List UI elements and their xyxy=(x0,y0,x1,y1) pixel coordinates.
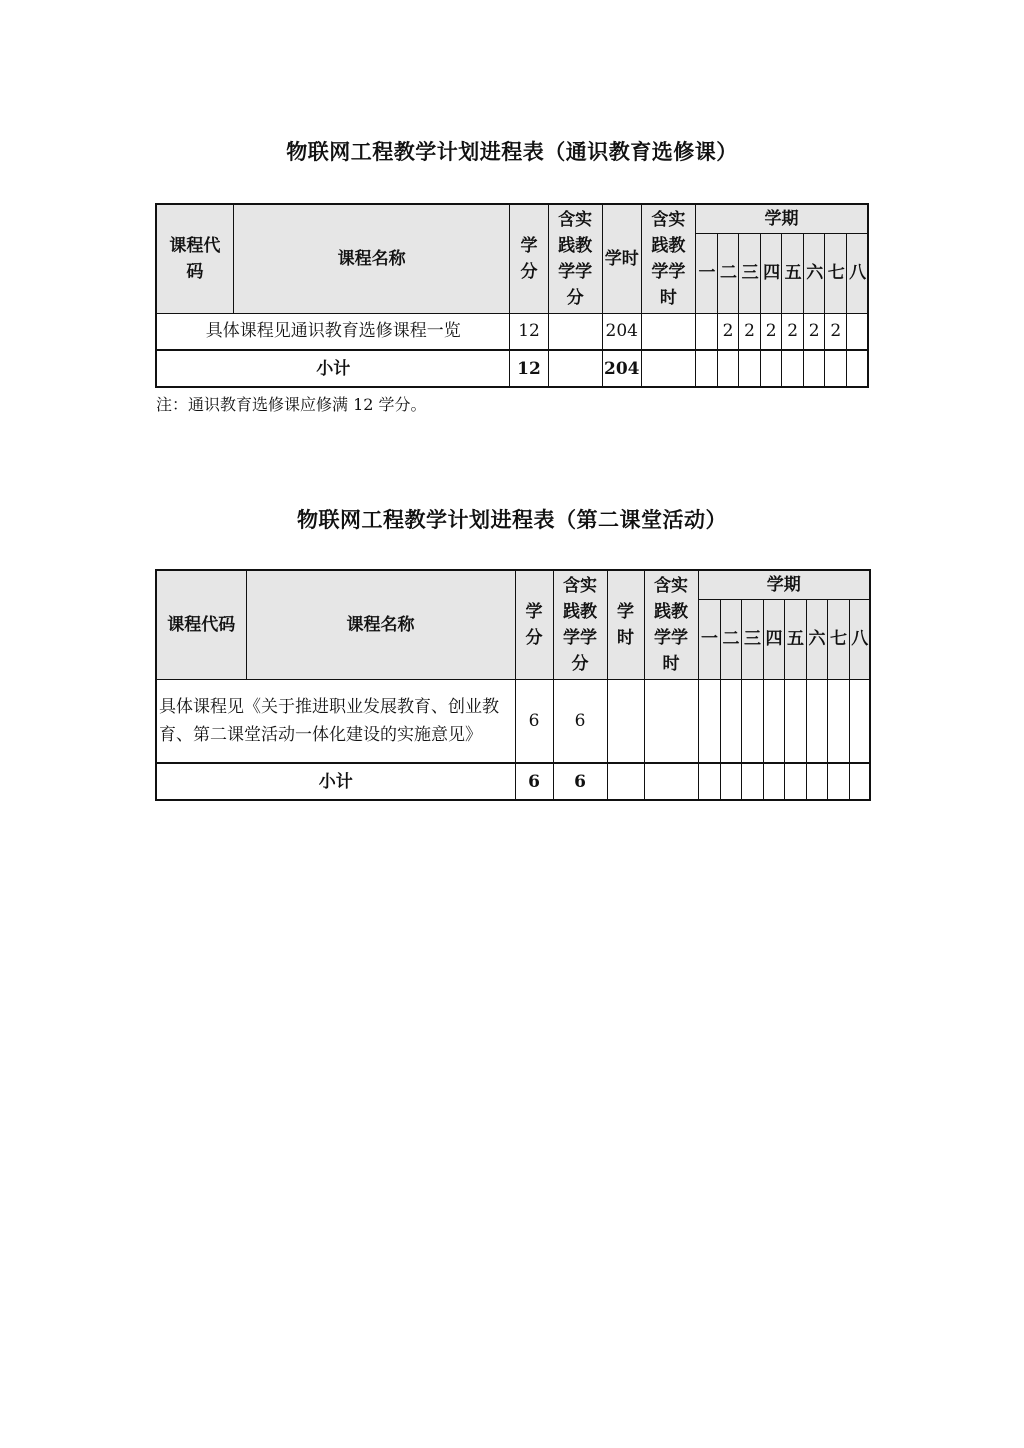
practice-hours-cell xyxy=(641,313,695,350)
sem-cell-8 xyxy=(849,679,870,763)
total-practice-hours xyxy=(644,763,698,800)
sem-cell-7 xyxy=(827,679,849,763)
sem-cell-5: 2 xyxy=(782,313,804,350)
header-sem-7: 七 xyxy=(827,599,849,679)
sem-cell-6: 2 xyxy=(804,313,825,350)
total-sem-cell xyxy=(698,763,720,800)
total-sem-cell xyxy=(695,350,717,387)
total-sem-cell xyxy=(806,763,827,800)
total-credit: 6 xyxy=(515,763,553,800)
header-sem-6: 六 xyxy=(804,233,825,313)
sem-cell-5 xyxy=(784,679,806,763)
header-sem-5: 五 xyxy=(784,599,806,679)
header-sem-3: 三 xyxy=(741,599,763,679)
total-sem-cell xyxy=(827,763,849,800)
credit-cell: 12 xyxy=(510,313,548,350)
header-sem-4: 四 xyxy=(761,233,782,313)
sem-cell-8 xyxy=(847,313,868,350)
total-sem-cell xyxy=(804,350,825,387)
total-label: 小计 xyxy=(156,763,515,800)
table2-title: 物联网工程教学计划进程表（第二课堂活动） xyxy=(297,507,727,532)
header-sem-8: 八 xyxy=(849,599,870,679)
header-sem-8: 八 xyxy=(847,233,868,313)
table1 xyxy=(155,203,869,388)
total-sem-cell xyxy=(741,763,763,800)
header-practice-hours: 含实践教学学时 xyxy=(641,204,695,313)
sem-cell-7: 2 xyxy=(825,313,847,350)
total-sem-cell xyxy=(849,763,870,800)
sem-cell-1 xyxy=(695,313,717,350)
header-practice-hours: 含实践教学学时 xyxy=(644,570,698,679)
total-sem-cell xyxy=(782,350,804,387)
sem-cell-3 xyxy=(741,679,763,763)
header-practice-credit: 含实践教学学分 xyxy=(553,570,607,679)
total-practice-hours xyxy=(641,350,695,387)
header-hours: 学时 xyxy=(602,204,641,313)
header-sem-6: 六 xyxy=(806,599,827,679)
sem-cell-4 xyxy=(763,679,784,763)
total-sem-cell xyxy=(784,763,806,800)
total-sem-cell xyxy=(825,350,847,387)
header-sem-1: 一 xyxy=(695,233,717,313)
header-sem-1: 一 xyxy=(698,599,720,679)
header-name: 课程名称 xyxy=(233,204,510,313)
table1-title: 物联网工程教学计划进程表（通识教育选修课） xyxy=(286,139,738,164)
header-semester: 学期 xyxy=(698,570,870,599)
practice-credit-cell xyxy=(548,313,602,350)
sem-cell-2 xyxy=(720,679,741,763)
credit-cell: 6 xyxy=(515,679,553,763)
course-name: 具体课程见通识教育选修课程一览 xyxy=(156,313,510,350)
table2 xyxy=(155,569,871,801)
table-row xyxy=(156,679,870,763)
hours-cell xyxy=(607,679,644,763)
total-row xyxy=(156,763,870,800)
header-semester: 学期 xyxy=(695,204,868,233)
header-sem-4: 四 xyxy=(763,599,784,679)
total-hours: 204 xyxy=(602,350,641,387)
sem-cell-4: 2 xyxy=(761,313,782,350)
header-sem-2: 二 xyxy=(718,233,739,313)
table1-note: 注：通识教育选修课应修满 12 学分。 xyxy=(156,395,427,414)
header-practice-credit: 含实践教学学分 xyxy=(548,204,602,313)
header-sem-7: 七 xyxy=(825,233,847,313)
header-code: 课程代码 xyxy=(156,204,233,313)
total-sem-cell xyxy=(763,763,784,800)
sem-cell-3: 2 xyxy=(739,313,761,350)
header-code: 课程代码 xyxy=(156,570,246,679)
total-sem-cell xyxy=(739,350,761,387)
sem-cell-1 xyxy=(698,679,720,763)
course-name: 具体课程见《关于推进职业发展教育、创业教育、第二课堂活动一体化建设的实施意见》 xyxy=(156,679,515,763)
total-practice-credit: 6 xyxy=(553,763,607,800)
header-sem-3: 三 xyxy=(739,233,761,313)
header-hours: 学时 xyxy=(607,570,644,679)
header-sem-5: 五 xyxy=(782,233,804,313)
total-row xyxy=(156,350,868,387)
sem-cell-6 xyxy=(806,679,827,763)
sem-cell-2: 2 xyxy=(718,313,739,350)
hours-cell: 204 xyxy=(602,313,641,350)
header-name: 课程名称 xyxy=(246,570,515,679)
total-sem-cell xyxy=(718,350,739,387)
practice-hours-cell xyxy=(644,679,698,763)
practice-credit-cell: 6 xyxy=(553,679,607,763)
total-hours xyxy=(607,763,644,800)
total-sem-cell xyxy=(847,350,868,387)
total-practice-credit xyxy=(548,350,602,387)
total-sem-cell xyxy=(720,763,741,800)
header-sem-2: 二 xyxy=(720,599,741,679)
total-credit: 12 xyxy=(510,350,548,387)
header-credit: 学分 xyxy=(515,570,553,679)
total-label: 小计 xyxy=(156,350,510,387)
header-credit: 学分 xyxy=(510,204,548,313)
total-sem-cell xyxy=(761,350,782,387)
table-row xyxy=(156,313,868,350)
